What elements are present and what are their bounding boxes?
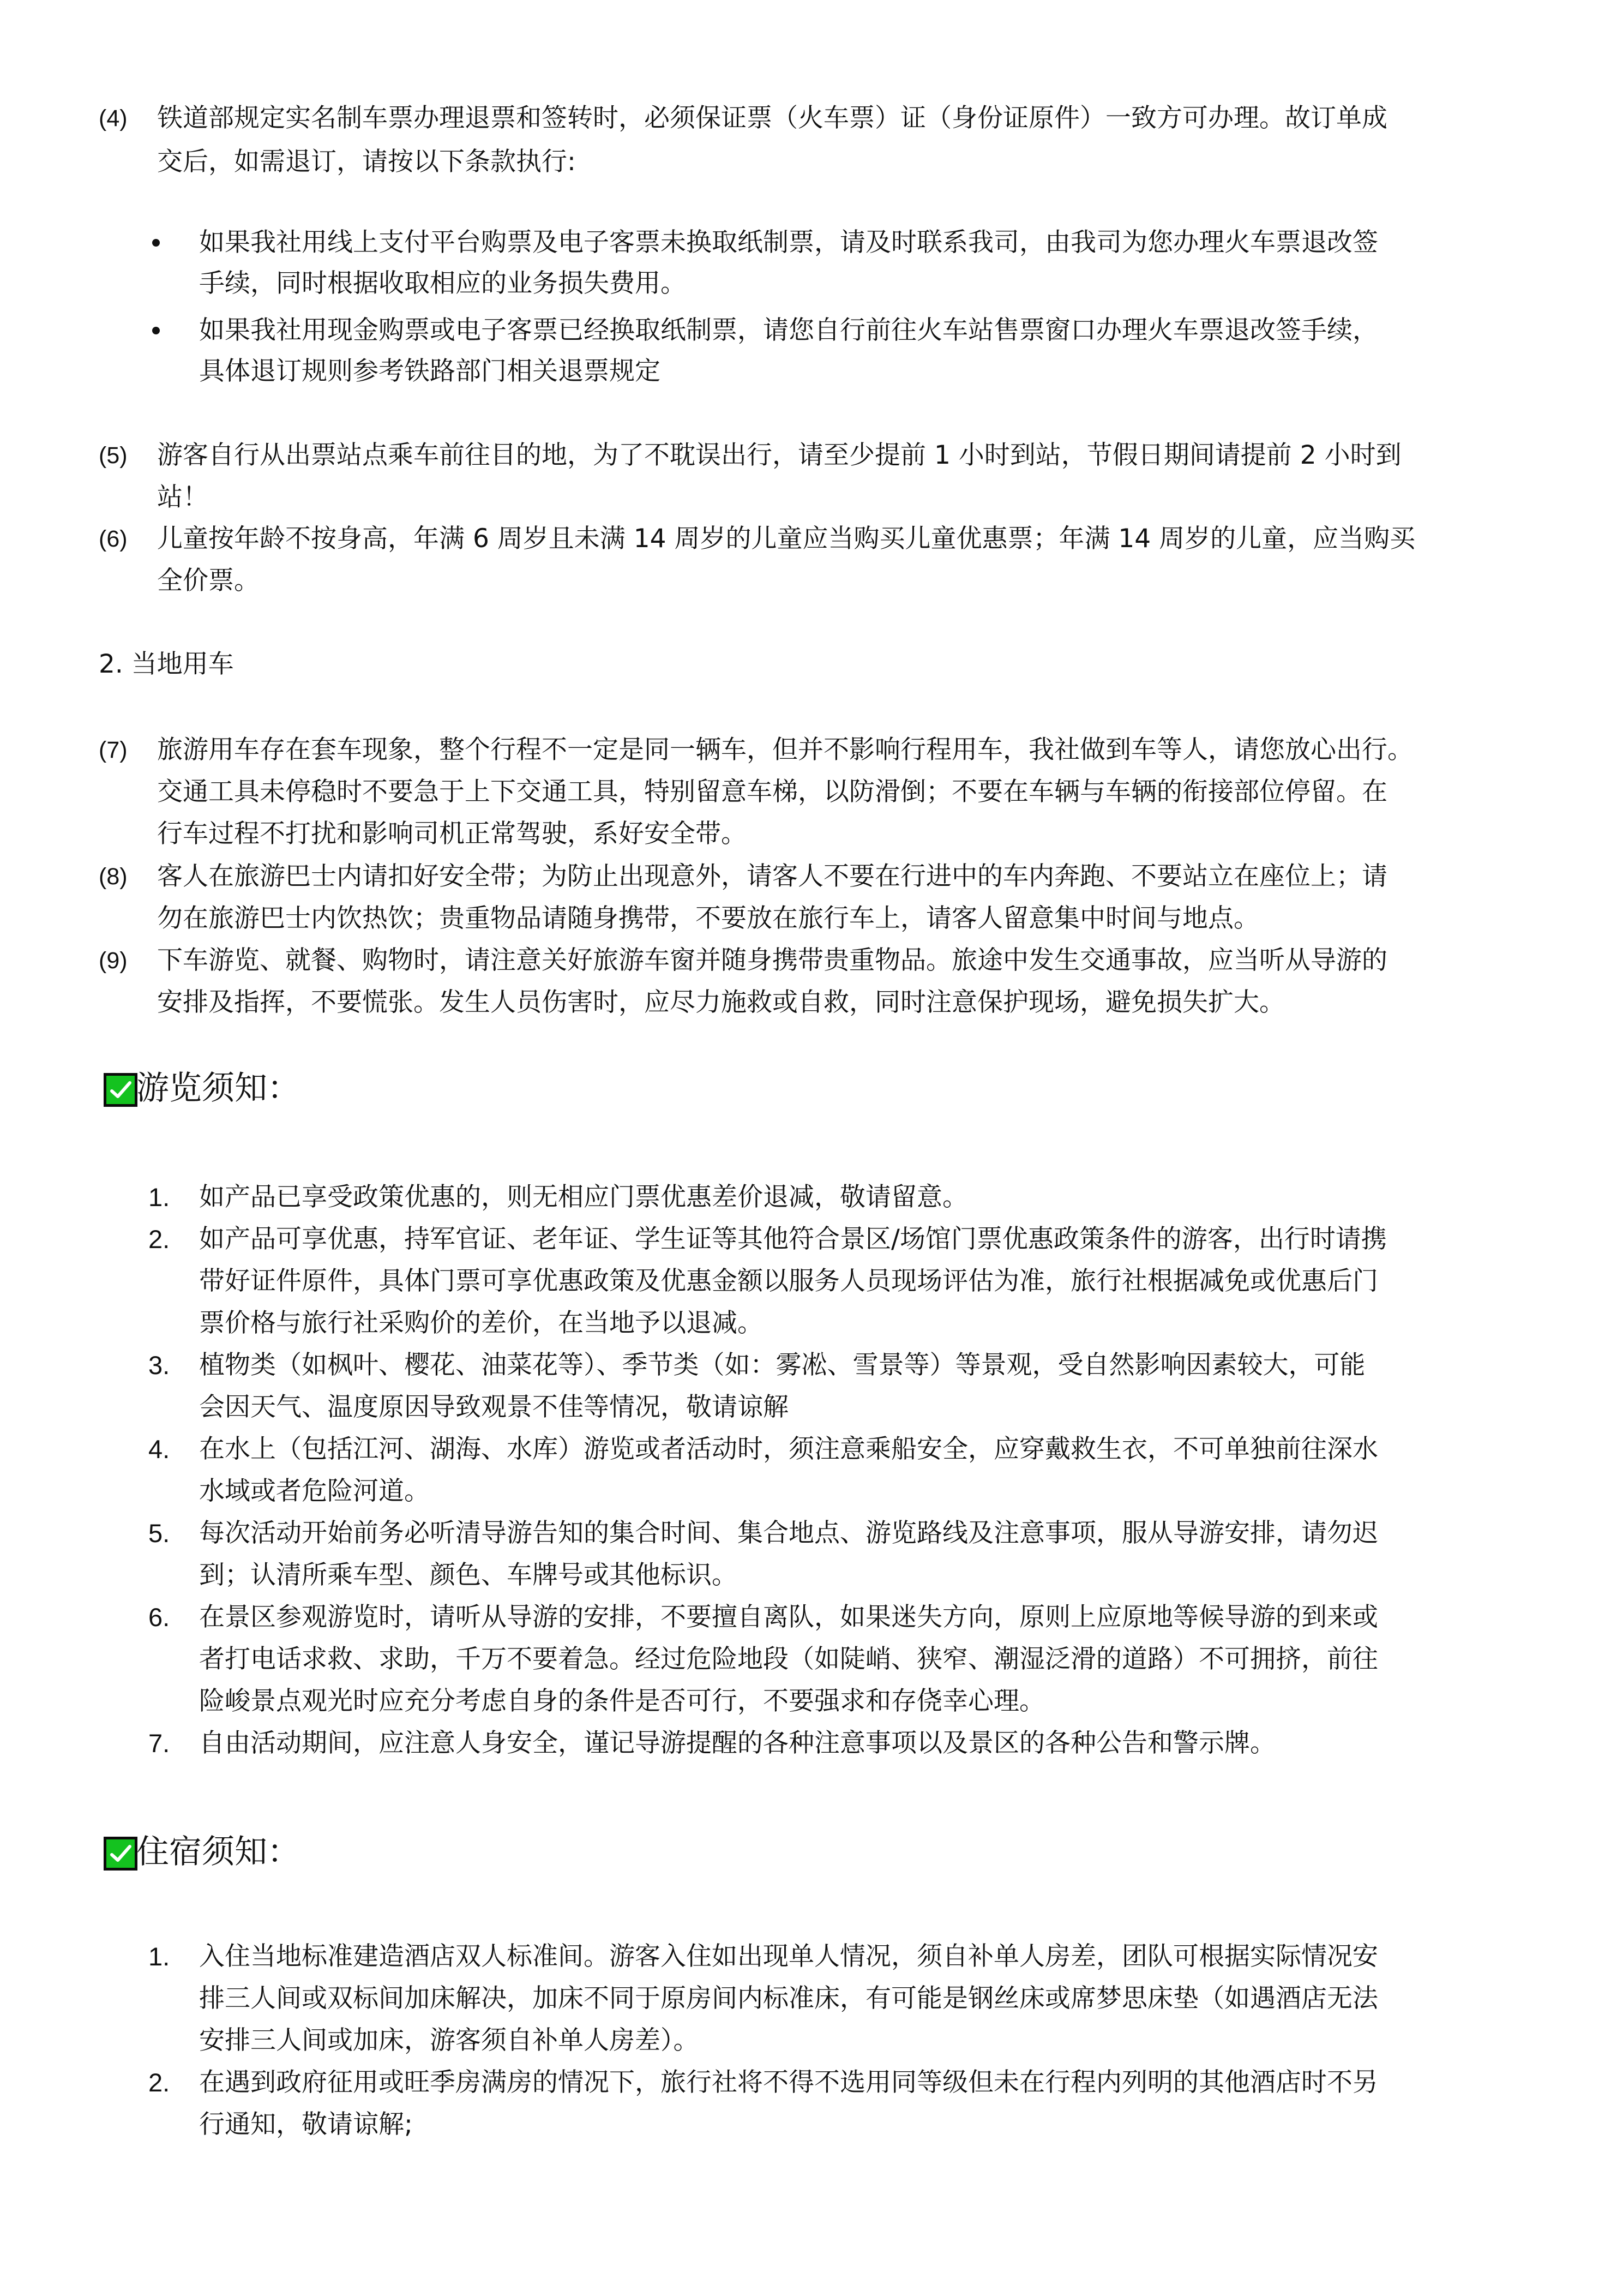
list-item-line: 在景区参观游览时，请听从导游的安排，不要擅自离队，如果迷失方向，原则上应原地等候导游的到来或 [199, 1602, 1378, 1632]
bullet-dot [152, 327, 160, 334]
paragraph-line: 交后，如需退订，请按以下条款执行: [157, 147, 576, 177]
paragraph-line: 旅游用车存在套车现象，整个行程不一定是同一辆车，但并不影响行程用车，我社做到车等人，请您放心出行。 [157, 735, 1413, 765]
section-title-sightseeing: 游览须知： [136, 1069, 300, 1107]
section-title-local-car: 2. 当地用车 [99, 649, 234, 679]
item-number: (6) [99, 526, 128, 552]
list-number: 7. [148, 1729, 170, 1758]
paragraph-line: 勿在旅游巴士内饮热饮；贵重物品请随身携带，不要放在旅行车上，请客人留意集中时间与地点。 [157, 903, 1259, 933]
list-number: 4. [148, 1435, 170, 1464]
list-item-line: 植物类（如枫叶、樱花、油菜花等）、季节类（如：雾凇、雪景等）等景观，受自然影响因素较大，可能 [199, 1350, 1366, 1380]
list-item-line: 如产品已享受政策优惠的，则无相应门票优惠差价退减，敬请留意。 [199, 1182, 968, 1212]
list-number: 3. [148, 1351, 170, 1380]
item-number: (9) [99, 948, 128, 974]
list-item-line: 如产品可享优惠，持军官证、老年证、学生证等其他符合景区/场馆门票优惠政策条件的游客，出行时请携 [199, 1224, 1387, 1254]
bullet-line: 手续，同时根据收取相应的业务损失费用。 [199, 268, 686, 298]
list-item-line: 票价格与旅行社采购价的差价，在当地予以退减。 [199, 1308, 763, 1338]
list-item-line: 在水上（包括江河、湖海、水库）游览或者活动时，须注意乘船安全，应穿戴救生衣，不可单独前往深水 [199, 1434, 1378, 1464]
paragraph-line: 儿童按年龄不按身高，年满 6 周岁且未满 14 周岁的儿童应当购买儿童优惠票；年满 14 周岁的儿童，应当购买 [157, 524, 1416, 554]
paragraph-line: 站！ [157, 482, 208, 512]
list-item-line: 带好证件原件，具体门票可享优惠政策及优惠金额以服务人员现场评估为准，旅行社根据减免或优惠后门 [199, 1266, 1378, 1296]
list-number: 2. [148, 2068, 170, 2097]
item-number: (5) [99, 442, 128, 469]
list-item-line: 排三人间或双标间加床解决，加床不同于原房间内标准床，有可能是钢丝床或席梦思床垫（如遇酒店无法 [199, 1983, 1378, 2013]
paragraph-line: 全价票。 [157, 566, 260, 596]
list-item-line: 会因天气、温度原因导致观景不佳等情况，敬请谅解 [199, 1392, 789, 1422]
list-number: 5. [148, 1519, 170, 1548]
list-item-line: 自由活动期间，应注意人身安全，谨记导游提醒的各种注意事项以及景区的各种公告和警示牌。 [199, 1728, 1276, 1758]
list-item-line: 到；认清所乘车型、颜色、车牌号或其他标识。 [199, 1560, 737, 1590]
check-mark-icon [104, 1073, 137, 1107]
paragraph-line: 游客自行从出票站点乘车前往目的地，为了不耽误出行，请至少提前 1 小时到站，节假日期间请提前 2 小时到 [157, 440, 1402, 470]
list-item-line: 在遇到政府征用或旺季房满房的情况下，旅行社将不得不选用同等级但未在行程内列明的其他酒店时不另 [199, 2067, 1378, 2097]
list-item-line: 每次活动开始前务必听清导游告知的集合时间、集合地点、游览路线及注意事项，服从导游安排，请勿迟 [199, 1518, 1378, 1548]
list-item-line: 入住当地标准建造酒店双人标准间。游客入住如出现单人情况，须自补单人房差，团队可根据实际情况安 [199, 1941, 1378, 1971]
list-item-line: 者打电话求救、求助，千万不要着急。经过危险地段（如陡峭、狭窄、潮湿泛滑的道路）不可拥挤，前往 [199, 1644, 1378, 1674]
list-item-line: 行通知，敬请谅解; [199, 2109, 413, 2139]
bullet-line: 具体退订规则参考铁路部门相关退票规定 [199, 356, 660, 386]
paragraph-line: 下车游览、就餐、购物时，请注意关好旅游车窗并随身携带贵重物品。旅途中发生交通事故，应当听从导游的 [157, 945, 1387, 975]
bullet-line: 如果我社用现金购票或电子客票已经换取纸制票，请您自行前往火车站售票窗口办理火车票退改签手续， [199, 315, 1378, 345]
section-title-lodging: 住宿须知： [136, 1833, 300, 1871]
list-item-line: 水域或者危险河道。 [199, 1476, 430, 1506]
paragraph-line: 交通工具未停稳时不要急于上下交通工具，特别留意车梯，以防滑倒；不要在车辆与车辆的衔接部位停留。在 [157, 777, 1387, 807]
paragraph-line: 安排及指挥，不要慌张。发生人员伤害时，应尽力施救或自救，同时注意保护现场，避免损失扩大。 [157, 987, 1285, 1017]
list-number: 1. [148, 1183, 170, 1212]
paragraph-line: 铁道部规定实名制车票办理退票和签转时，必须保证票（火车票）证（身份证原件）一致方可办理。故订单成 [157, 103, 1387, 133]
list-number: 1. [148, 1942, 170, 1971]
list-item-line: 险峻景点观光时应充分考虑自身的条件是否可行，不要强求和存侥幸心理。 [199, 1686, 1045, 1716]
item-number: (7) [99, 737, 128, 763]
bullet-dot [152, 239, 160, 247]
item-number: (4) [99, 105, 128, 131]
paragraph-line: 客人在旅游巴士内请扣好安全带；为防止出现意外，请客人不要在行进中的车内奔跑、不要站立在座位上；请 [157, 861, 1387, 891]
list-number: 6. [148, 1603, 170, 1632]
check-mark-icon [104, 1837, 137, 1871]
list-number: 2. [148, 1225, 170, 1254]
paragraph-line: 行车过程不打扰和影响司机正常驾驶，系好安全带。 [157, 819, 747, 849]
item-number: (8) [99, 864, 128, 890]
list-item-line: 安排三人间或加床，游客须自补单人房差）。 [199, 2025, 699, 2055]
bullet-line: 如果我社用线上支付平台购票及电子客票未换取纸制票，请及时联系我司，由我司为您办理火车票退改签 [199, 227, 1378, 257]
